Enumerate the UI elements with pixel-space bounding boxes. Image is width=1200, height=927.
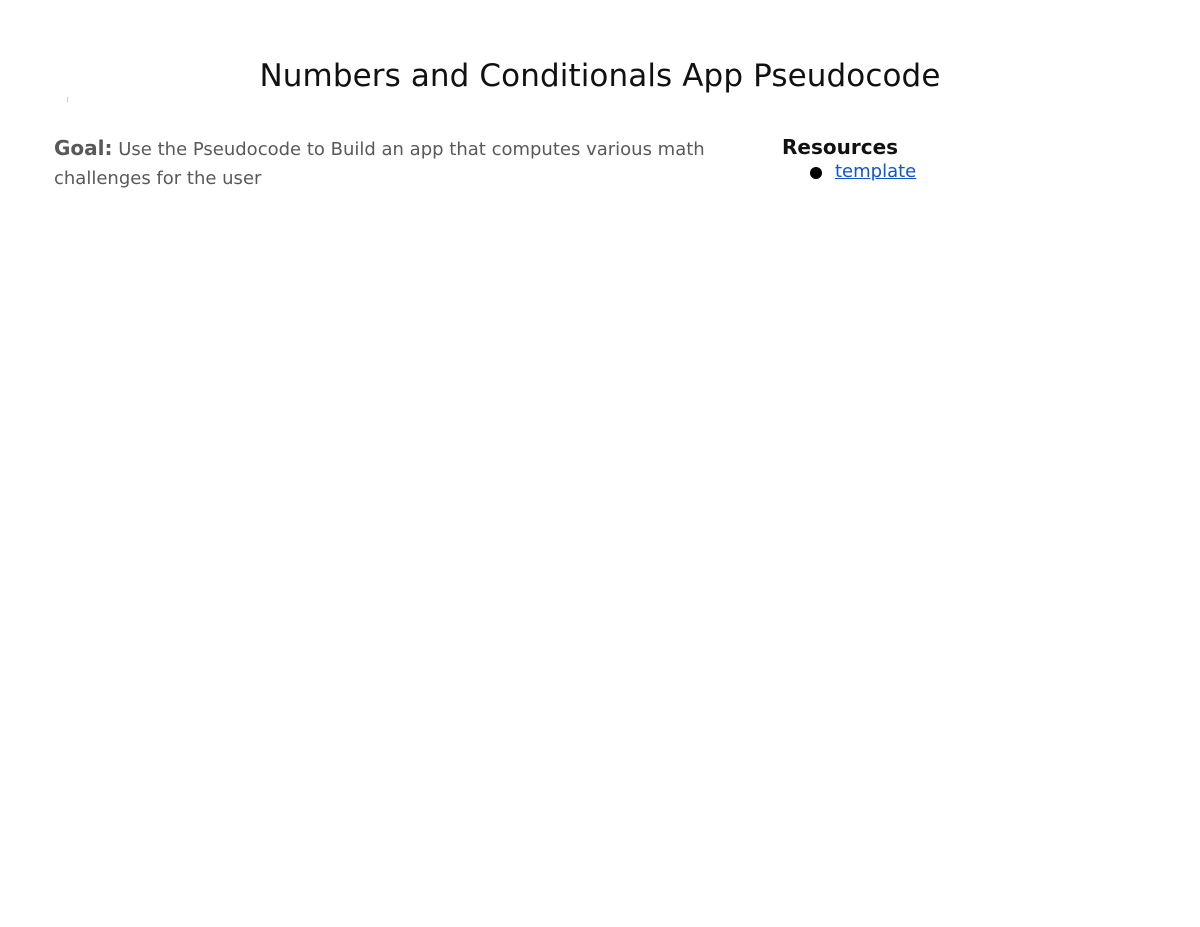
page-title: Numbers and Conditionals App Pseudocode [259,58,941,94]
goal-paragraph [54,134,766,193]
ruler-tick [67,97,68,102]
resource-list [782,159,1162,185]
list-item [782,159,1162,185]
template-link[interactable]: template [835,161,917,182]
goal-text: Use the Pseudocode to Build an app that computes various math challenges for the user [54,139,705,189]
resources-section [782,133,1162,185]
bullet-icon [810,167,822,179]
goal-label: Goal: [54,136,113,160]
resources-heading: Resources [782,135,899,159]
